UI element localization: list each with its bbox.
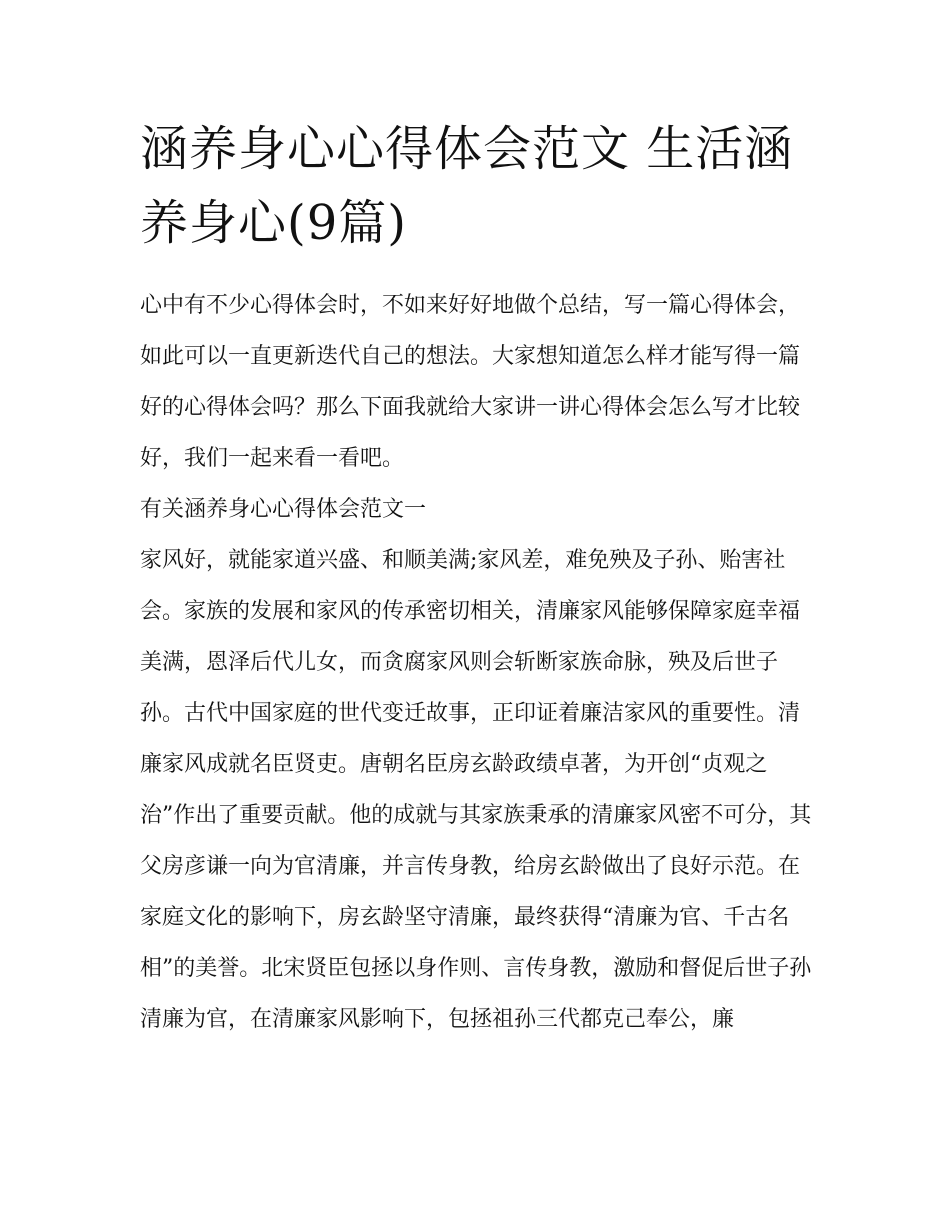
document-content bbox=[140, 112, 815, 1045]
section-heading: 有关涵养身心心得体会范文一 bbox=[140, 497, 427, 522]
document-title: 涵养身心心得体会范文 生活涵养身心(9篇) bbox=[140, 121, 794, 251]
intro-paragraph: 心中有不少心得体会时，不如来好好地做个总结，写一篇心得体会，如此可以一直更新迭代自己的想法。大家想知道怎么样才能写得一篇好的心得体会吗？那么下面我就给大家讲一讲心得体会怎么写才比较好，我们一起来看一看吧。 bbox=[140, 293, 801, 471]
body-paragraph: 家风好，就能家道兴盛、和顺美满;家风差，难免殃及子孙、贻害社会。家族的发展和家风的传承密切相关，清廉家风能够保障家庭幸福美满，恩泽后代儿女，而贪腐家风则会斩断家族命脉，殃及后世子孙。古代中国家庭的世代变迁故事，正印证着廉洁家风的重要性。清廉家风成就名臣贤吏。唐朝名臣房玄龄政绩卓著，为开创“贞观之治”作出了重要贡献。他的成就与其家族秉承的清廉家风密不可分，其父房彦谦一向为官清廉，并言传身教，给房玄龄做出了良好示范。在家庭文化的影响下，房玄龄坚守清廉，最终获得“清廉为官、千古名相”的美誉。北宋贤臣包拯以身作则、言传身教，激励和督促后世子孙清廉为官，在清廉家风影响下，包拯祖孙三代都克己奉公，廉 bbox=[140, 548, 812, 1032]
